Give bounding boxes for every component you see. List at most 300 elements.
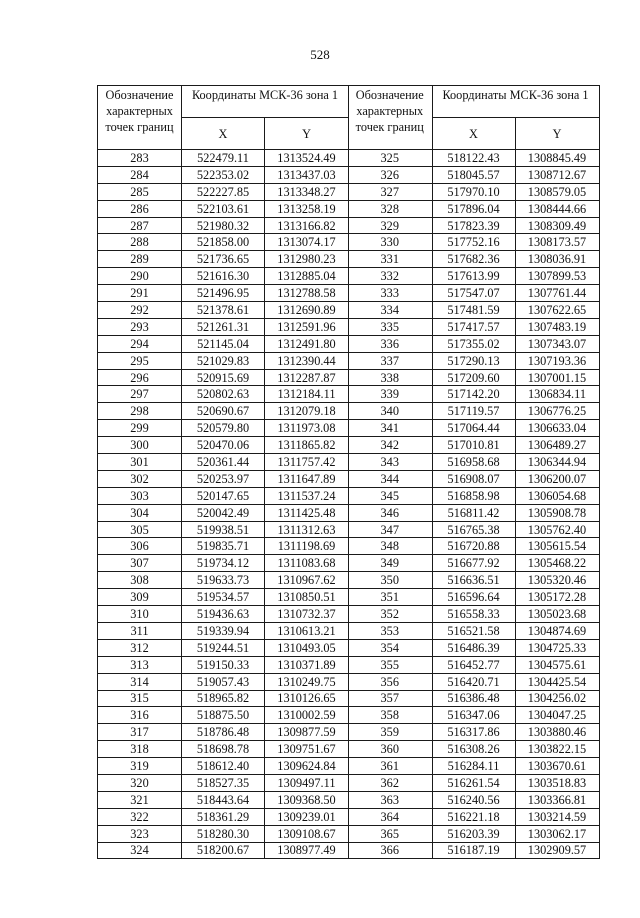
- point-number-cell: 329: [348, 217, 432, 234]
- x-coordinate-cell: 516636.51: [432, 572, 515, 589]
- x-coordinate-cell: 516486.39: [432, 639, 515, 656]
- x-coordinate-cell: 517547.07: [432, 285, 515, 302]
- point-number-cell: 314: [98, 673, 182, 690]
- table-row: [348, 150, 599, 167]
- y-coordinate-cell: 1313348.27: [265, 183, 349, 200]
- point-number-cell: 320: [98, 774, 182, 791]
- point-number-cell: 365: [348, 825, 432, 842]
- x-coordinate-cell: 517209.60: [432, 369, 515, 386]
- y-coordinate-cell: 1309368.50: [265, 791, 349, 808]
- x-coordinate-cell: 517970.10: [432, 183, 515, 200]
- table-row: [98, 335, 349, 352]
- point-number-cell: 288: [98, 234, 182, 251]
- point-number-cell: 291: [98, 285, 182, 302]
- y-coordinate-cell: 1304256.02: [515, 690, 599, 707]
- x-coordinate-cell: 519633.73: [182, 572, 265, 589]
- x-coordinate-cell: 516386.48: [432, 690, 515, 707]
- table-row: [348, 335, 599, 352]
- point-number-cell: 331: [348, 251, 432, 268]
- point-number-cell: 300: [98, 437, 182, 454]
- y-coordinate-cell: 1310850.51: [265, 589, 349, 606]
- table-row: [98, 285, 349, 302]
- x-coordinate-cell: 522353.02: [182, 166, 265, 183]
- y-coordinate-cell: 1311312.63: [265, 521, 349, 538]
- y-coordinate-cell: 1308977.49: [265, 842, 349, 859]
- table-row: [98, 555, 349, 572]
- table-row: [348, 504, 599, 521]
- table-row: [348, 234, 599, 251]
- y-coordinate-cell: 1310002.59: [265, 707, 349, 724]
- y-coordinate-cell: 1304425.54: [515, 673, 599, 690]
- table-row: [348, 758, 599, 775]
- y-coordinate-cell: 1308444.66: [515, 200, 599, 217]
- point-number-cell: 310: [98, 606, 182, 623]
- x-coordinate-cell: 516558.33: [432, 606, 515, 623]
- point-number-cell: 366: [348, 842, 432, 859]
- table-row: [98, 825, 349, 842]
- x-coordinate-cell: 516858.98: [432, 487, 515, 504]
- table-row: [98, 487, 349, 504]
- header-coords-title: Координаты МСК-36 зона 1: [182, 86, 349, 118]
- x-coordinate-cell: 518443.64: [182, 791, 265, 808]
- y-coordinate-cell: 1307483.19: [515, 318, 599, 335]
- y-coordinate-cell: 1313524.49: [265, 150, 349, 167]
- y-coordinate-cell: 1307899.53: [515, 268, 599, 285]
- table-row: [348, 606, 599, 623]
- x-coordinate-cell: 521980.32: [182, 217, 265, 234]
- y-coordinate-cell: 1309239.01: [265, 808, 349, 825]
- point-number-cell: 292: [98, 302, 182, 319]
- x-coordinate-cell: 516521.58: [432, 622, 515, 639]
- x-coordinate-cell: 517119.57: [432, 403, 515, 420]
- y-coordinate-cell: 1304575.61: [515, 656, 599, 673]
- y-coordinate-cell: 1306344.94: [515, 454, 599, 471]
- x-coordinate-cell: 521029.83: [182, 352, 265, 369]
- table-row: [348, 403, 599, 420]
- y-coordinate-cell: 1310249.75: [265, 673, 349, 690]
- table-row: [98, 707, 349, 724]
- y-coordinate-cell: 1305172.28: [515, 589, 599, 606]
- table-row: [98, 842, 349, 859]
- y-coordinate-cell: 1310732.37: [265, 606, 349, 623]
- point-number-cell: 334: [348, 302, 432, 319]
- x-coordinate-cell: 518361.29: [182, 808, 265, 825]
- x-coordinate-cell: 516261.54: [432, 774, 515, 791]
- y-coordinate-cell: 1311198.69: [265, 538, 349, 555]
- y-coordinate-cell: 1306489.27: [515, 437, 599, 454]
- y-coordinate-cell: 1303214.59: [515, 808, 599, 825]
- x-coordinate-cell: 516958.68: [432, 454, 515, 471]
- y-coordinate-cell: 1307193.36: [515, 352, 599, 369]
- table-row: [348, 302, 599, 319]
- y-coordinate-cell: 1311647.89: [265, 470, 349, 487]
- y-coordinate-cell: 1312591.96: [265, 318, 349, 335]
- point-number-cell: 321: [98, 791, 182, 808]
- x-coordinate-cell: 519339.94: [182, 622, 265, 639]
- table-row: [98, 589, 349, 606]
- table-row: [98, 791, 349, 808]
- x-coordinate-cell: 520690.67: [182, 403, 265, 420]
- point-number-cell: 353: [348, 622, 432, 639]
- header-coords-title: Координаты МСК-36 зона 1: [432, 86, 599, 118]
- table-row: [98, 268, 349, 285]
- y-coordinate-cell: 1308579.05: [515, 183, 599, 200]
- point-number-cell: 285: [98, 183, 182, 200]
- table-row: [348, 200, 599, 217]
- point-number-cell: 335: [348, 318, 432, 335]
- x-coordinate-cell: 519734.12: [182, 555, 265, 572]
- point-number-cell: 304: [98, 504, 182, 521]
- x-coordinate-cell: 518280.30: [182, 825, 265, 842]
- y-coordinate-cell: 1304047.25: [515, 707, 599, 724]
- y-coordinate-cell: 1304874.69: [515, 622, 599, 639]
- y-coordinate-cell: 1312184.11: [265, 386, 349, 403]
- y-coordinate-cell: 1313258.19: [265, 200, 349, 217]
- point-number-cell: 319: [98, 758, 182, 775]
- header-y: Y: [265, 118, 349, 150]
- x-coordinate-cell: 516908.07: [432, 470, 515, 487]
- table-row: [98, 454, 349, 471]
- x-coordinate-cell: 518612.40: [182, 758, 265, 775]
- y-coordinate-cell: 1311425.48: [265, 504, 349, 521]
- x-coordinate-cell: 519436.63: [182, 606, 265, 623]
- table-row: [348, 487, 599, 504]
- point-number-cell: 312: [98, 639, 182, 656]
- y-coordinate-cell: 1303366.81: [515, 791, 599, 808]
- page-number: 528: [310, 47, 330, 62]
- x-coordinate-cell: 520915.69: [182, 369, 265, 386]
- y-coordinate-cell: 1311757.42: [265, 454, 349, 471]
- table-left-body: [98, 86, 349, 859]
- x-coordinate-cell: 516187.19: [432, 842, 515, 859]
- table-row: [98, 606, 349, 623]
- point-number-cell: 298: [98, 403, 182, 420]
- y-coordinate-cell: 1312788.58: [265, 285, 349, 302]
- coordinates-table-left: [97, 85, 349, 859]
- point-number-cell: 302: [98, 470, 182, 487]
- point-number-cell: 364: [348, 808, 432, 825]
- table-row: [348, 318, 599, 335]
- x-coordinate-cell: 519244.51: [182, 639, 265, 656]
- x-coordinate-cell: 516677.92: [432, 555, 515, 572]
- table-row: [98, 639, 349, 656]
- x-coordinate-cell: 519534.57: [182, 589, 265, 606]
- y-coordinate-cell: 1312491.80: [265, 335, 349, 352]
- x-coordinate-cell: 518122.43: [432, 150, 515, 167]
- point-number-cell: 322: [98, 808, 182, 825]
- y-coordinate-cell: 1309751.67: [265, 741, 349, 758]
- y-coordinate-cell: 1305615.54: [515, 538, 599, 555]
- y-coordinate-cell: 1310371.89: [265, 656, 349, 673]
- x-coordinate-cell: 518527.35: [182, 774, 265, 791]
- table-row: [98, 741, 349, 758]
- x-coordinate-cell: 517481.59: [432, 302, 515, 319]
- point-number-cell: 323: [98, 825, 182, 842]
- x-coordinate-cell: 520253.97: [182, 470, 265, 487]
- x-coordinate-cell: 516720.88: [432, 538, 515, 555]
- table-row: [98, 234, 349, 251]
- y-coordinate-cell: 1303062.17: [515, 825, 599, 842]
- point-number-cell: 341: [348, 420, 432, 437]
- table-row: [348, 437, 599, 454]
- y-coordinate-cell: 1302909.57: [515, 842, 599, 859]
- x-coordinate-cell: 520042.49: [182, 504, 265, 521]
- x-coordinate-cell: 516240.56: [432, 791, 515, 808]
- y-coordinate-cell: 1310967.62: [265, 572, 349, 589]
- y-coordinate-cell: 1309624.84: [265, 758, 349, 775]
- table-row: [348, 369, 599, 386]
- table-row: [98, 724, 349, 741]
- y-coordinate-cell: 1311083.68: [265, 555, 349, 572]
- table-row: [348, 217, 599, 234]
- y-coordinate-cell: 1305762.40: [515, 521, 599, 538]
- point-number-cell: 338: [348, 369, 432, 386]
- table-row: [98, 352, 349, 369]
- x-coordinate-cell: 516420.71: [432, 673, 515, 690]
- table-row: [348, 808, 599, 825]
- y-coordinate-cell: 1306054.68: [515, 487, 599, 504]
- table-row: [98, 437, 349, 454]
- point-number-cell: 305: [98, 521, 182, 538]
- point-number-cell: 289: [98, 251, 182, 268]
- x-coordinate-cell: 520361.44: [182, 454, 265, 471]
- y-coordinate-cell: 1310613.21: [265, 622, 349, 639]
- x-coordinate-cell: 521378.61: [182, 302, 265, 319]
- table-row: [348, 673, 599, 690]
- point-number-cell: 290: [98, 268, 182, 285]
- table-row: [98, 200, 349, 217]
- point-number-cell: 342: [348, 437, 432, 454]
- table-header-row: [98, 86, 349, 118]
- x-coordinate-cell: 521616.30: [182, 268, 265, 285]
- table-row: [98, 758, 349, 775]
- point-number-cell: 309: [98, 589, 182, 606]
- point-number-cell: 306: [98, 538, 182, 555]
- y-coordinate-cell: 1312885.04: [265, 268, 349, 285]
- y-coordinate-cell: 1305320.46: [515, 572, 599, 589]
- table-row: [348, 454, 599, 471]
- x-coordinate-cell: 516347.06: [432, 707, 515, 724]
- y-coordinate-cell: 1304725.33: [515, 639, 599, 656]
- y-coordinate-cell: 1307622.65: [515, 302, 599, 319]
- point-number-cell: 327: [348, 183, 432, 200]
- x-coordinate-cell: 522479.11: [182, 150, 265, 167]
- table-row: [98, 673, 349, 690]
- x-coordinate-cell: 516284.11: [432, 758, 515, 775]
- point-number-cell: 328: [348, 200, 432, 217]
- table-row: [348, 572, 599, 589]
- point-number-cell: 362: [348, 774, 432, 791]
- table-row: [348, 251, 599, 268]
- x-coordinate-cell: 517355.02: [432, 335, 515, 352]
- x-coordinate-cell: 521145.04: [182, 335, 265, 352]
- y-coordinate-cell: 1303822.15: [515, 741, 599, 758]
- y-coordinate-cell: 1313074.17: [265, 234, 349, 251]
- y-coordinate-cell: 1310126.65: [265, 690, 349, 707]
- table-header-row: [348, 86, 599, 118]
- point-number-cell: 317: [98, 724, 182, 741]
- x-coordinate-cell: 516596.64: [432, 589, 515, 606]
- table-row: [98, 403, 349, 420]
- table-row: [98, 386, 349, 403]
- x-coordinate-cell: 516317.86: [432, 724, 515, 741]
- table-row: [348, 825, 599, 842]
- y-coordinate-cell: 1305023.68: [515, 606, 599, 623]
- x-coordinate-cell: 518965.82: [182, 690, 265, 707]
- x-coordinate-cell: 516452.77: [432, 656, 515, 673]
- x-coordinate-cell: 521736.65: [182, 251, 265, 268]
- table-row: [98, 538, 349, 555]
- header-designation: Обозначение характерных точек границ: [348, 86, 432, 150]
- point-number-cell: 352: [348, 606, 432, 623]
- y-coordinate-cell: 1313437.03: [265, 166, 349, 183]
- y-coordinate-cell: 1307343.07: [515, 335, 599, 352]
- x-coordinate-cell: 521858.00: [182, 234, 265, 251]
- x-coordinate-cell: 519938.51: [182, 521, 265, 538]
- x-coordinate-cell: 519835.71: [182, 538, 265, 555]
- y-coordinate-cell: 1303880.46: [515, 724, 599, 741]
- table-row: [348, 791, 599, 808]
- y-coordinate-cell: 1312079.18: [265, 403, 349, 420]
- point-number-cell: 361: [348, 758, 432, 775]
- x-coordinate-cell: 522227.85: [182, 183, 265, 200]
- point-number-cell: 287: [98, 217, 182, 234]
- point-number-cell: 345: [348, 487, 432, 504]
- point-number-cell: 333: [348, 285, 432, 302]
- point-number-cell: 360: [348, 741, 432, 758]
- x-coordinate-cell: 516308.26: [432, 741, 515, 758]
- y-coordinate-cell: 1306633.04: [515, 420, 599, 437]
- y-coordinate-cell: 1303518.83: [515, 774, 599, 791]
- table-row: [348, 470, 599, 487]
- point-number-cell: 283: [98, 150, 182, 167]
- point-number-cell: 354: [348, 639, 432, 656]
- point-number-cell: 295: [98, 352, 182, 369]
- table-row: [98, 470, 349, 487]
- table-row: [98, 318, 349, 335]
- header-y: Y: [515, 118, 599, 150]
- table-row: [348, 741, 599, 758]
- x-coordinate-cell: 518875.50: [182, 707, 265, 724]
- point-number-cell: 316: [98, 707, 182, 724]
- y-coordinate-cell: 1305468.22: [515, 555, 599, 572]
- table-row: [348, 166, 599, 183]
- x-coordinate-cell: 517896.04: [432, 200, 515, 217]
- point-number-cell: 311: [98, 622, 182, 639]
- table-row: [348, 622, 599, 639]
- x-coordinate-cell: 522103.61: [182, 200, 265, 217]
- point-number-cell: 336: [348, 335, 432, 352]
- header-x: X: [182, 118, 265, 150]
- y-coordinate-cell: 1313166.82: [265, 217, 349, 234]
- point-number-cell: 346: [348, 504, 432, 521]
- header-designation: Обозначение характерных точек границ: [98, 86, 182, 150]
- x-coordinate-cell: 517064.44: [432, 420, 515, 437]
- point-number-cell: 325: [348, 150, 432, 167]
- table-row: [348, 285, 599, 302]
- x-coordinate-cell: 516221.18: [432, 808, 515, 825]
- point-number-cell: 297: [98, 386, 182, 403]
- x-coordinate-cell: 519057.43: [182, 673, 265, 690]
- point-number-cell: 347: [348, 521, 432, 538]
- point-number-cell: 299: [98, 420, 182, 437]
- y-coordinate-cell: 1312287.87: [265, 369, 349, 386]
- x-coordinate-cell: 518786.48: [182, 724, 265, 741]
- table-row: [98, 369, 349, 386]
- point-number-cell: 301: [98, 454, 182, 471]
- x-coordinate-cell: 517142.20: [432, 386, 515, 403]
- y-coordinate-cell: 1309877.59: [265, 724, 349, 741]
- point-number-cell: 315: [98, 690, 182, 707]
- table-row: [98, 183, 349, 200]
- point-number-cell: 357: [348, 690, 432, 707]
- y-coordinate-cell: 1308712.67: [515, 166, 599, 183]
- x-coordinate-cell: 520470.06: [182, 437, 265, 454]
- x-coordinate-cell: 517290.13: [432, 352, 515, 369]
- y-coordinate-cell: 1309108.67: [265, 825, 349, 842]
- table-row: [98, 690, 349, 707]
- table-row: [348, 352, 599, 369]
- y-coordinate-cell: 1305908.78: [515, 504, 599, 521]
- header-x: X: [432, 118, 515, 150]
- table-right-body: [348, 86, 599, 859]
- table-row: [98, 420, 349, 437]
- x-coordinate-cell: 520147.65: [182, 487, 265, 504]
- point-number-cell: 284: [98, 166, 182, 183]
- table-row: [98, 521, 349, 538]
- x-coordinate-cell: 517752.16: [432, 234, 515, 251]
- table-row: [98, 302, 349, 319]
- y-coordinate-cell: 1306776.25: [515, 403, 599, 420]
- point-number-cell: 286: [98, 200, 182, 217]
- y-coordinate-cell: 1309497.11: [265, 774, 349, 791]
- table-row: [98, 656, 349, 673]
- table-row: [348, 555, 599, 572]
- x-coordinate-cell: 517417.57: [432, 318, 515, 335]
- table-row: [348, 589, 599, 606]
- table-row: [348, 639, 599, 656]
- point-number-cell: 324: [98, 842, 182, 859]
- point-number-cell: 296: [98, 369, 182, 386]
- point-number-cell: 351: [348, 589, 432, 606]
- point-number-cell: 344: [348, 470, 432, 487]
- y-coordinate-cell: 1307001.15: [515, 369, 599, 386]
- table-row: [98, 150, 349, 167]
- table-row: [98, 217, 349, 234]
- table-row: [98, 622, 349, 639]
- table-row: [348, 842, 599, 859]
- y-coordinate-cell: 1312980.23: [265, 251, 349, 268]
- table-row: [348, 707, 599, 724]
- point-number-cell: 337: [348, 352, 432, 369]
- x-coordinate-cell: 518200.67: [182, 842, 265, 859]
- y-coordinate-cell: 1306834.11: [515, 386, 599, 403]
- point-number-cell: 363: [348, 791, 432, 808]
- y-coordinate-cell: 1307761.44: [515, 285, 599, 302]
- point-number-cell: 339: [348, 386, 432, 403]
- x-coordinate-cell: 516203.39: [432, 825, 515, 842]
- table-row: [348, 268, 599, 285]
- x-coordinate-cell: 517823.39: [432, 217, 515, 234]
- point-number-cell: 332: [348, 268, 432, 285]
- point-number-cell: 294: [98, 335, 182, 352]
- x-coordinate-cell: 519150.33: [182, 656, 265, 673]
- table-row: [98, 572, 349, 589]
- y-coordinate-cell: 1311865.82: [265, 437, 349, 454]
- point-number-cell: 313: [98, 656, 182, 673]
- point-number-cell: 348: [348, 538, 432, 555]
- x-coordinate-cell: 518698.78: [182, 741, 265, 758]
